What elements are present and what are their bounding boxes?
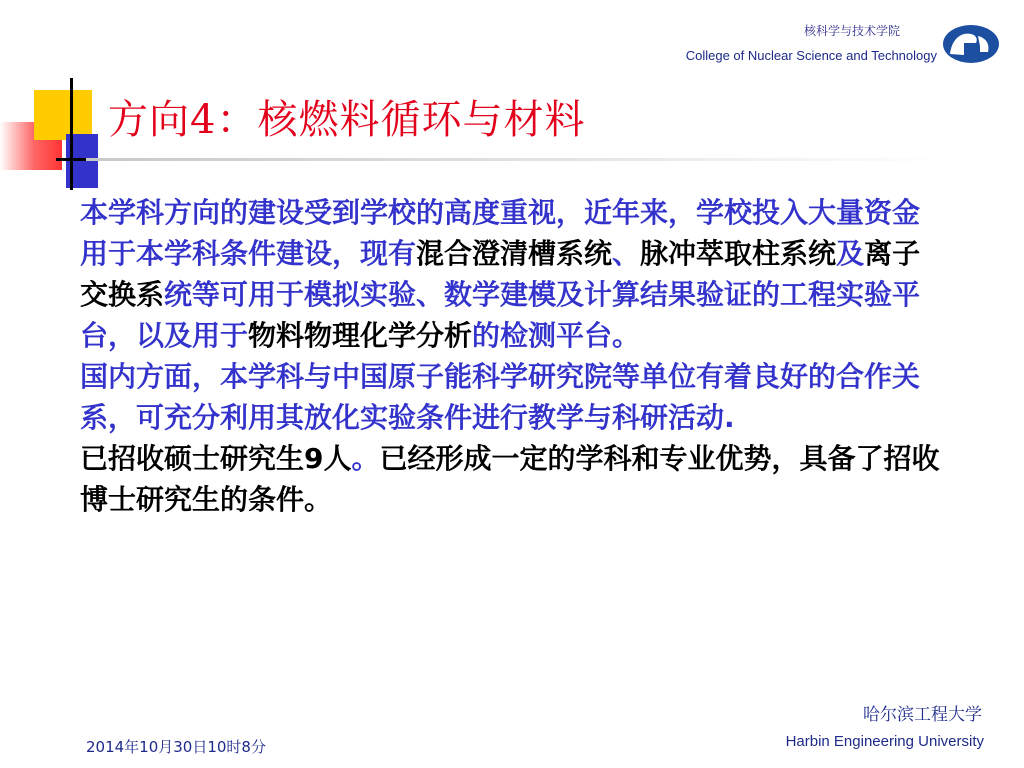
body-paragraph (80, 356, 946, 438)
text-segment: 已招收硕士研究生9人 (80, 442, 352, 475)
text-segment: 统等可用于模拟实验、数学建模及计算结果验证的工程实验平台，以及用于 (80, 278, 921, 352)
text-segment: 本学科方向的建设受到学校的高度重视，近年来，学校投入大量资金用于本学科条件建设，现有 (80, 196, 921, 270)
slide-title: 方向4：核燃料循环与材料 (108, 97, 586, 143)
university-name-cn: 哈尔滨工程大学 (863, 705, 982, 725)
text-segment: 脉冲萃取柱系统 (640, 237, 837, 270)
text-segment: 。 (351, 442, 380, 475)
text-segment: 已经形成一定的学科和专业优势，具备了招收博士研究生的条件。 (80, 442, 940, 516)
text-segment: 混合澄清槽系统 (416, 237, 613, 270)
body-paragraph (80, 438, 946, 520)
text-segment: 及 (836, 237, 865, 270)
college-name-en: College of Nuclear Science and Technology (685, 48, 937, 63)
university-name-en: Harbin Engineering University (785, 733, 984, 750)
body-paragraph (80, 192, 946, 356)
text-segment: 、 (612, 237, 641, 270)
text-segment: 国内方面，本学科与中国原子能科学研究院等单位有着良好的合作关系，可充分利用其放化实验条件进行教学与科研活动. (80, 360, 921, 434)
slide-body (80, 192, 946, 520)
college-name-cn: 核科学与技术学院 (803, 24, 900, 38)
title-divider (86, 158, 946, 161)
decor-vertical-line (70, 78, 73, 190)
heu-logo-icon (942, 24, 1000, 64)
text-segment: 的检测平台。 (472, 319, 641, 352)
text-segment: 离子交换系 (80, 237, 921, 311)
text-segment: 物料物理化学分析 (248, 319, 473, 352)
decor-yellow-block (34, 90, 92, 140)
slide-date: 2014年10月30日10时8分 (86, 738, 266, 756)
